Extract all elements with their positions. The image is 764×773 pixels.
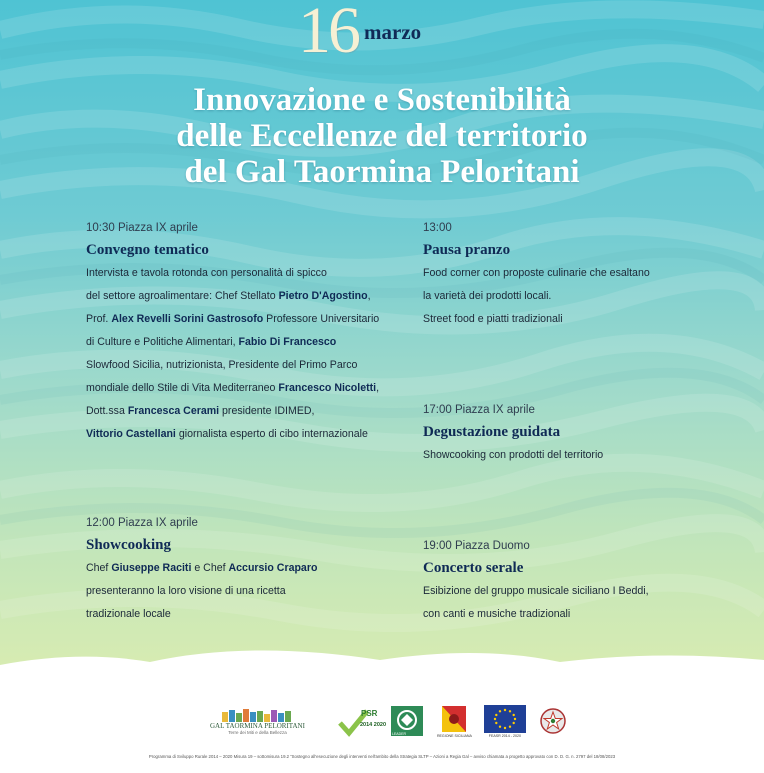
event-time: 10:30 Piazza IX aprile: [86, 222, 198, 234]
event-concerto: [423, 538, 649, 626]
desc-line: Street food e piatti tradizionali: [423, 313, 563, 325]
event-date: [298, 2, 498, 68]
desc-line: Slowfood Sicilia, nutrizionista, Presidente del Primo Parco: [86, 359, 358, 371]
svg-text:2014 2020: 2014 2020: [359, 722, 386, 728]
event-time: 12:00 Piazza IX aprile: [86, 517, 198, 529]
event-title: Concerto serale: [423, 560, 524, 576]
event-title: Showcooking: [86, 537, 172, 553]
title-line-1: Innovazione e Sostenibilità: [193, 82, 571, 118]
desc-line: Esibizione del gruppo musicale siciliano I Beddi,: [423, 585, 649, 597]
desc-line: Dott.ssa Francesca Cerami presidente IDIMED,: [86, 405, 315, 417]
event-title: Convegno tematico: [86, 242, 209, 258]
desc-line: di Culture e Politiche Alimentari, Fabio Di Francesco: [86, 336, 337, 348]
event-convegno: [86, 220, 379, 446]
desc-line: Prof. Alex Revelli Sorini Gastrosofo Professore Universitario: [86, 313, 380, 325]
event-description: [86, 557, 317, 626]
eu-feasr-logo: [484, 705, 526, 738]
desc-line: del settore agroalimentare: Chef Stellato Pietro D'Agostino,: [86, 290, 371, 302]
gal-name: GAL TAORMINA PELORITANI: [210, 721, 305, 730]
event-description: [86, 262, 379, 446]
event-pausa-pranzo: [423, 220, 650, 331]
desc-line: Intervista e tavola rotonda con personalità di spicco: [86, 267, 327, 279]
leader-icon: [389, 704, 425, 738]
event-description: [423, 262, 650, 331]
republic-star-icon: [538, 705, 568, 737]
date-month: marzo: [364, 20, 422, 44]
sicily-crest-icon: [441, 705, 467, 733]
desc-line: Food corner con proposte culinarie che esaltano: [423, 267, 650, 279]
gal-taormina-logo: [210, 708, 305, 735]
date-day: 16: [298, 0, 358, 67]
desc-line: Chef Giuseppe Raciti e Chef Accursio Craparo: [86, 562, 318, 574]
gal-waves-icon: [220, 708, 294, 722]
desc-line: Showcooking con prodotti del territorio: [423, 449, 604, 461]
title-line-2: delle Eccellenze del territorio: [176, 118, 588, 154]
event-time: 13:00: [423, 222, 452, 234]
regione-siciliana-logo: [437, 705, 472, 738]
funding-footnote: Programma di Sviluppo Rurale 2014 – 2020 Misura 19 – sottomisura 19.2 “Sostegno all'esecuzione degli interventi nell'ambito della Strategia SLTP – Azioni a Regia Gal – avviso chiamata a progetto approvato con D. D. G. n. 2797 del 18/08/2023: [148, 754, 616, 759]
event-showcooking: [86, 515, 317, 626]
desc-line: con canti e musiche tradizionali: [423, 608, 571, 620]
event-description: [423, 444, 603, 467]
psr-icon: [337, 705, 386, 737]
desc-line: mondiale dello Stile di Vita Mediterraneo Francesco Nicoletti,: [86, 382, 380, 394]
poster-title: [0, 82, 764, 190]
event-time: 17:00 Piazza IX aprile: [423, 404, 535, 416]
desc-line: la varietà dei prodotti locali.: [423, 290, 552, 302]
desc-line: presenteranno la loro visione di una ricetta: [86, 585, 286, 597]
event-degustazione: [423, 402, 603, 467]
event-description: [423, 580, 649, 626]
event-title: Degustazione guidata: [423, 424, 561, 440]
title-line-3: del Gal Taormina Peloritani: [184, 154, 580, 190]
svg-text:PSR: PSR: [360, 709, 378, 718]
psr-logo: [337, 705, 386, 737]
sicilia-label: REGIONE SICILIANA: [436, 733, 472, 738]
desc-line: tradizionale locale: [86, 608, 171, 620]
gal-subtitle: Terre dei Miti e della Bellezza: [228, 729, 287, 735]
desc-line: Vittorio Castellani giornalista esperto di cibo internazionale: [86, 428, 368, 440]
eu-flag-icon: [484, 705, 526, 733]
feasr-label: FEASR 2014 - 2020: [488, 733, 521, 738]
svg-text:LEADER: LEADER: [391, 732, 406, 736]
leader-logo: [389, 704, 425, 738]
event-title: Pausa pranzo: [423, 242, 511, 258]
sponsor-logos: [210, 704, 580, 738]
event-time: 19:00 Piazza Duomo: [423, 540, 530, 552]
italian-republic-emblem: [538, 705, 568, 737]
